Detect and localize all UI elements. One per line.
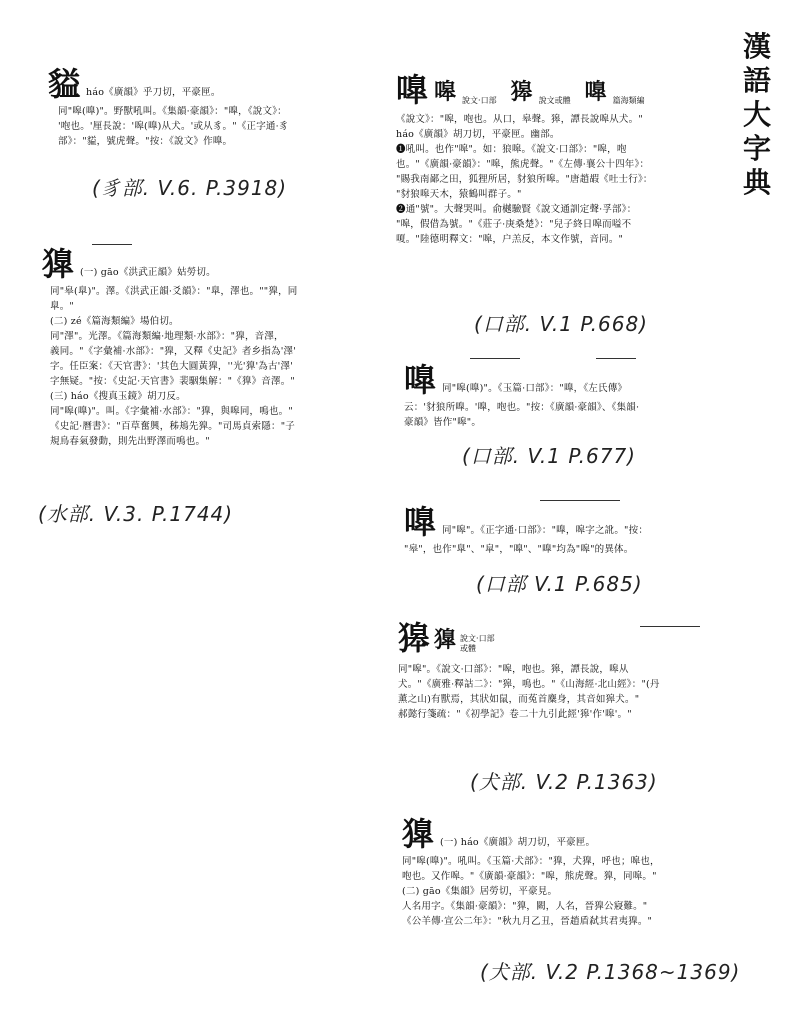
- entry-body: [402, 854, 742, 929]
- entry-line: 薰之山)有獸焉，其狀如鼠，而菟首麋身，其音如獆犬。": [398, 694, 640, 705]
- variant-char: 嘷: [584, 79, 607, 105]
- entry-line: 也。"《廣韻·豪韻》："嗥，熊虎聲。"《左傳·襄公十四年》：: [396, 159, 650, 170]
- entry-line: 規鳥春氣發動，則先出野澤而鳴也。": [50, 436, 210, 447]
- entry-line: 豪韻》皆作"嗥"。: [404, 417, 482, 428]
- entry-body: [396, 112, 732, 247]
- title-char: 語: [742, 64, 771, 97]
- entry-body: [50, 284, 372, 449]
- entry-line: 同"嗥(嘷)"。《玉篇·口部》："嘷，《左氏傳》: [442, 383, 628, 394]
- entry-line: 云：'豺狼所嘷。'嘷，咆也。"按：《廣韻·豪韻》、《集韻·: [404, 402, 640, 413]
- handwritten-reference: (犬部. V.2 P.1363): [470, 770, 658, 794]
- handwritten-reference: (水部. V.3. P.1744): [38, 502, 234, 526]
- variant-source: 說文·口部: [462, 96, 497, 105]
- entry-line: '咆也。'厘長說：'嗥(嘷)从犬。'或从豸。"《正字通·豸: [58, 121, 289, 132]
- entry-line: 犬。"《廣雅·釋詁二》："獆，鳴也。"《山海經·北山經》："(丹: [398, 679, 660, 690]
- entry-body: [404, 542, 738, 557]
- handwritten-reference: (口部. V.1 P.677): [462, 444, 636, 468]
- entry-body: [398, 662, 738, 722]
- entry-line: háo《廣韻》胡刀切，平豪匣。幽部。: [396, 129, 560, 140]
- entry-line: 臯。": [50, 301, 74, 312]
- entry-line: 人名用字。《集韻·豪韻》："獋，闕，人名，晉獋公寢難。": [402, 901, 648, 912]
- entry-head-char: 嘷: [404, 361, 437, 399]
- entry-line: (一) háo《廣韻》胡刀切，平豪匣。: [440, 837, 596, 848]
- variant-source: 說文·口部 或體: [460, 634, 495, 653]
- entry-line: "皋"，也作"臯"、"皐"，"嘷"、"嘷"均為"嗥"的異体。: [404, 544, 634, 555]
- title-char: 大: [742, 98, 771, 131]
- entry-line: (一) gāo《洪武正韻》姑勞切。: [80, 267, 216, 278]
- entry-line: 同"澤"。光澤。《篇海類編·地理類·水部》："獋，音澤，: [50, 331, 284, 342]
- divider: [540, 500, 620, 501]
- handwritten-reference: (犬部. V.2 P.1368~1369): [480, 960, 741, 984]
- entry-line: 同"嗥(嘷)"。野獸吼叫。《集韻·豪韻》："嘷，《說文》：: [58, 106, 287, 117]
- entry-line: 咆也。又作嗥。"《廣韻·豪韻》："嗥，熊虎聲。獋，同嗥。": [402, 871, 657, 882]
- variant-source: 篇海類編: [612, 96, 645, 105]
- entry-line: háo《廣韻》乎刀切，平豪匣。: [86, 87, 221, 98]
- entry-line: "賜我南鄙之田，狐狸所居，豺狼所嗥。"唐趙嘏《吐士行》：: [396, 174, 653, 185]
- variant-char: 嗥: [434, 79, 457, 105]
- entry-line: (三) háo《搜真玉鏡》胡刀反。: [50, 391, 186, 402]
- divider: [92, 244, 132, 245]
- title-char: 漢: [742, 30, 771, 63]
- entry-line: ❷通"號"。大聲哭叫。俞樾驗賢《說文通訓定聲·孚部》：: [396, 204, 637, 215]
- variant-char: 獋: [434, 627, 457, 653]
- entry: [396, 71, 732, 247]
- entry: [42, 245, 372, 449]
- entry: [404, 361, 738, 430]
- divider: [596, 358, 636, 359]
- entry-line: "豺狼嗥天木，猿鶴叫群子。": [396, 189, 522, 200]
- entry-body: [58, 104, 378, 149]
- entry-head-char: 嘷: [396, 71, 429, 109]
- entry-head-char: 獋: [42, 245, 75, 283]
- entry-line: 《史記·曆書》："百草奮興，秭鳺先獋。"司馬貞索隱："子: [50, 421, 295, 432]
- entry-line: 嗄。"陸德明釋文："嗥，户羔反，本文作號，音同。": [396, 234, 624, 245]
- entry-line: 同"嗥(嘷)"。吼叫。《玉篇·犬部》："獋，犬獋，呼也；嗥也，: [402, 856, 660, 867]
- page-title: [737, 30, 777, 200]
- entry-line: 郝懿行箋疏："《初學記》卷二十九引此經'獆'作'嗥'。": [398, 709, 632, 720]
- variant-source: 說文或體: [538, 96, 571, 105]
- entry-line: 《公羊傳·宣公二年》："秋九月乙丑，晉趙盾弑其君夷獋。": [402, 916, 653, 927]
- handwritten-reference: (口部. V.1 P.668): [474, 312, 648, 336]
- entry-head-char: 獆: [398, 619, 431, 657]
- title-char: 字: [742, 132, 771, 165]
- entry-body: [404, 400, 738, 430]
- entry: [404, 503, 738, 557]
- entry-head-char: 嘷: [404, 503, 437, 541]
- entry-line: 字無疑。"按：《史記·天官書》裴駰集解："《獋》音澤。": [50, 376, 295, 387]
- entry: [402, 815, 742, 929]
- entry-line: ❶吼叫。也作"嗥"。如：狼嗥。《說文·口部》："嗥，咆: [396, 144, 627, 155]
- entry-line: "嗥，假借為號。"《莊子·庚桑楚》："兒子終日嗥而嗌不: [396, 219, 632, 230]
- entry-line: 義同。"《字彙補·水部》："獋，又釋《史記》者乡指為'澤': [50, 346, 297, 357]
- entry-line: 同"嗥"。《說文·口部》："嗥，咆也。獆，譚長說，嗥从: [398, 664, 629, 675]
- entry-head-char: 獋: [402, 815, 435, 853]
- entry-line: (二) gāo《集韻》居勞切，平豪見。: [402, 886, 558, 897]
- entry-line: 部》："貖，號虎聲。"按：《說文》作嘷。: [58, 136, 233, 147]
- entry: [48, 65, 378, 149]
- variant-char: 獆: [510, 79, 533, 105]
- entry-line: 同"皋(臯)"。澤。《洪武正韻·爻韻》："臯，澤也。""獋，同: [50, 286, 298, 297]
- title-char: 典: [742, 166, 771, 199]
- entry-line: 同"嗥"。《正字通·口部》："嘷，嗥字之訛。"按：: [442, 525, 649, 536]
- entry-line: 同"嗥(嘷)"。叫。《字彙補·水部》："獋，與嗥同，鳴也。": [50, 406, 293, 417]
- entry-head-char: 貖: [48, 65, 81, 103]
- divider: [470, 358, 520, 359]
- entry: [398, 619, 738, 722]
- handwritten-reference: (豸部. V.6. P.3918): [92, 176, 288, 200]
- entry-line: 字。任臣案：《天官書》：'其色大圓黃獋，''光'獋'為古'澤': [50, 361, 293, 372]
- entry-line: (二) zé《篇海類編》場伯切。: [50, 316, 179, 327]
- entry-line: 《說文》："嗥，咆也。从口，皋聲。獆，譚長說嗥从犬。": [396, 114, 643, 125]
- handwritten-reference: (口部 V.1 P.685): [476, 572, 643, 596]
